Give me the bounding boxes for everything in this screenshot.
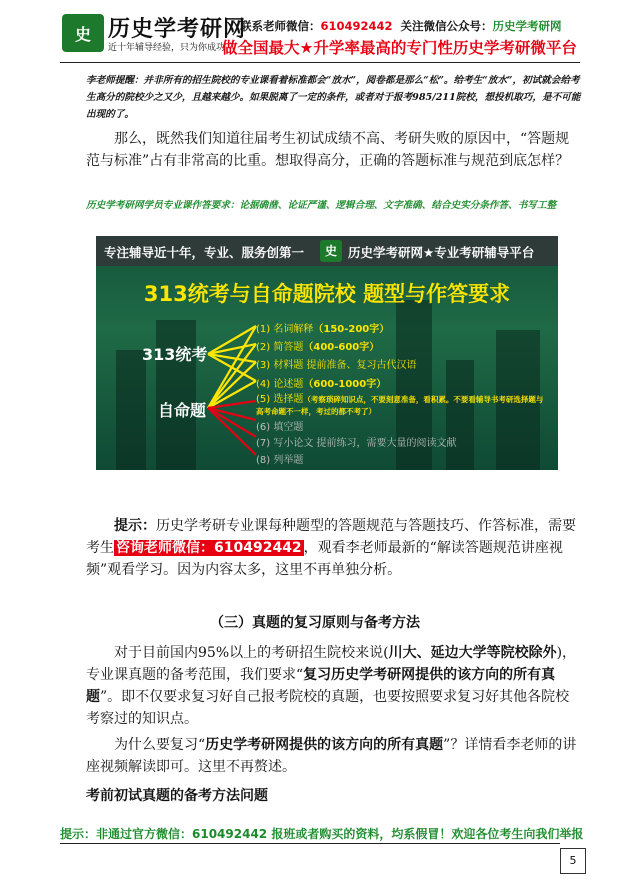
section-title: （三）真题的复习原则与备考方法 bbox=[210, 615, 420, 631]
logo-subtitle: 近十年辅导经验，只为你成功 bbox=[108, 43, 226, 53]
contact-wechat: 610492442 bbox=[320, 19, 393, 33]
logo-title: 历史学考研网 bbox=[108, 17, 247, 42]
question-type-item: (7) 写小论文 提前练习，需要大量的阅读文献 bbox=[256, 438, 457, 449]
follow-account: 历史学考研网 bbox=[492, 19, 562, 33]
paragraph-scope: 对于目前国内95%以上的考研招生院校来说(川大、延边大学等院校除外)，专业课真题的备考范围，我们要求“复习历史学考研网提供的该方向的所有真题”。即不仅要求复习好自己报考院校的真题，也要按照要求复习好其他各院校考察过的知识点。 bbox=[86, 645, 577, 727]
tip-paragraph: 提示：历史学考研专业课每种题型的答题规范与答题技巧、作答标准，需要考生 咨询老师微信：610492442 ，观看李老师最新的“解读答题规范讲座视频”观看学习。因为内容太多，这里不再单独分析。 bbox=[86, 518, 576, 578]
header-slogan: 做全国最大★升学率最高的专门性历史学考研微平台 bbox=[222, 39, 577, 57]
question-type-item: (1) 名词解释（150-200字） bbox=[256, 324, 390, 335]
site-logo: 史 bbox=[62, 14, 104, 52]
footer-notice: 提示：非通过官方微信：610492442 报班或者购买的资料，均系假冒！欢迎各位考生向我们举报 bbox=[60, 827, 584, 841]
header-contact: 联系老师微信：610492442 关注微信公众号：历史学考研网 bbox=[240, 19, 562, 33]
banner-top-left: 专注辅导近十年，专业、服务创第一 bbox=[104, 245, 305, 260]
question-type-item: (6) 填空题 bbox=[256, 422, 304, 433]
banner-logo-icon: 史 bbox=[320, 240, 342, 262]
question-type-item: (5) 选择题（考察琐碎知识点，不要刻意准备，看积累。不要看辅导书考研选择题与高考命题不一样，考过的都不考了） bbox=[256, 394, 544, 416]
banner-title: 313统考与自命题院校 题型与作答要求 bbox=[143, 282, 511, 306]
banner-top-right: 历史学考研网★专业考研辅导平台 bbox=[348, 245, 535, 260]
footer-divider bbox=[60, 843, 560, 844]
header-divider bbox=[60, 62, 580, 63]
question-type-item: (4) 论述题（600-1000字） bbox=[256, 379, 387, 390]
question-types-banner bbox=[96, 236, 558, 470]
paragraph-why: 为什么要复习“历史学考研网提供的该方向的所有真题”？详情看李老师的讲座视频解读即可。这里不再赘述。 bbox=[86, 737, 577, 775]
green-requirement-note: 历史学考研网学员专业课作答要求：论据确凿、论证严谨、逻辑合理、文字准确、结合史实分条作答、书写工整 bbox=[86, 200, 557, 211]
question-type-item: (8) 列举题 bbox=[256, 455, 304, 466]
label-313: 313统考 bbox=[142, 345, 208, 364]
question-type-item: (2) 简答题（400-600字） bbox=[256, 342, 380, 353]
wechat-highlight[interactable]: 咨询老师微信：610492442 bbox=[116, 540, 302, 556]
subheading: 考前初试真题的备考方法问题 bbox=[86, 788, 268, 804]
page-number: 5 bbox=[560, 848, 586, 874]
paragraph-answer-standards: 那么，既然我们知道往届考生初试成绩不高、考研失败的原因中，“答题规范与标准”占有非常高的比重。想取得高分，正确的答题标准与规范到底怎样？ bbox=[86, 131, 570, 169]
teacher-note: 李老师提醒：并非所有的招生院校的专业课看着标准都会“放水”，阅卷都是那么“松”。给考生“放水”，初试就会给考生高分的院校少之又少，且越来越少。如果脱离了一定的条件，或者对于报考985/211院校，想投机取巧，是不可能出现的了。 bbox=[86, 75, 581, 120]
question-type-item: (3) 材料题 提前准备、复习古代汉语 bbox=[256, 360, 417, 371]
label-self-proposition: 自命题 bbox=[158, 401, 207, 420]
